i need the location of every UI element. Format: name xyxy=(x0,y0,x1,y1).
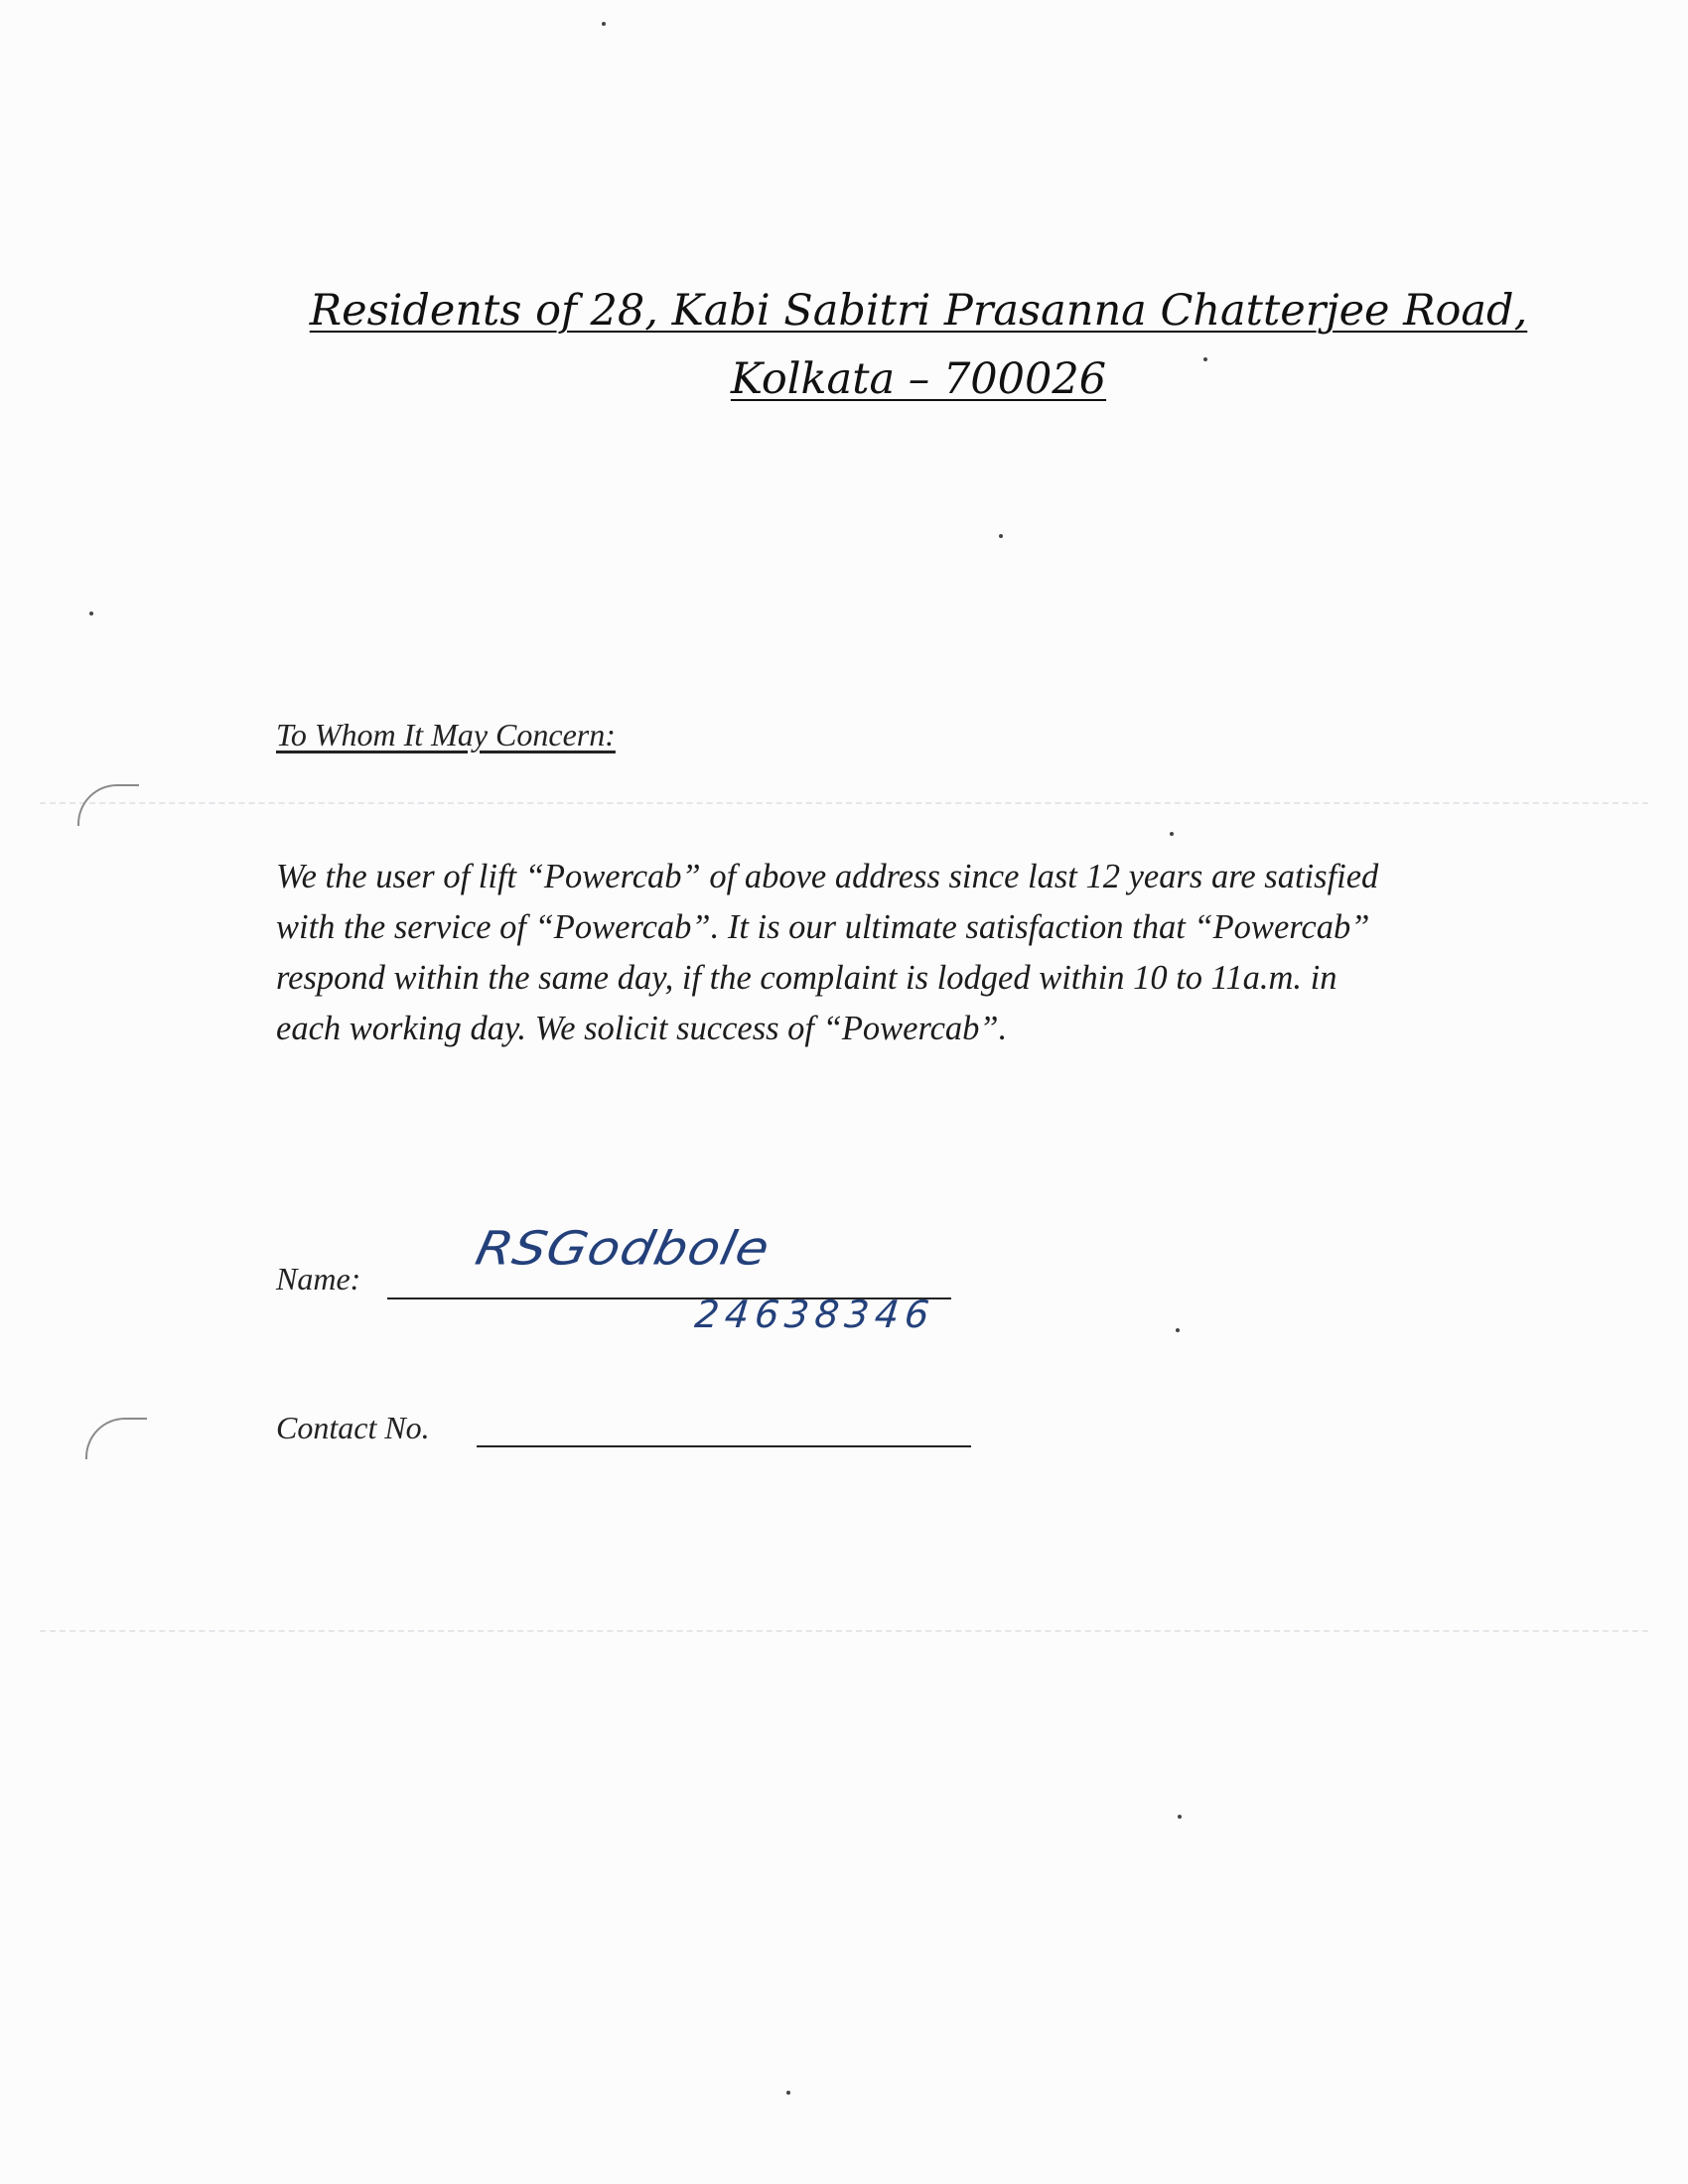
scan-speck xyxy=(1178,1815,1182,1819)
letterhead-address-line-1: Residents of 28, Kabi Sabitri Prasanna Chatterjee Road, xyxy=(309,286,1528,336)
scan-speck xyxy=(89,612,93,615)
scan-speck xyxy=(602,22,606,26)
handwritten-name: RSGodbole xyxy=(471,1222,775,1276)
scan-speck xyxy=(999,534,1003,538)
scan-speck xyxy=(1176,1328,1180,1332)
punch-hole-mark-top xyxy=(77,784,139,826)
letterhead-address-line-2: Kolkata – 700026 xyxy=(730,354,1107,404)
salutation: To Whom It May Concern: xyxy=(276,717,616,752)
letter-body-line: respond within the same day, if the complaint is lodged within 10 to 11a.m. in xyxy=(276,959,1337,997)
punch-hole-mark-bottom xyxy=(85,1418,147,1459)
fold-line-top xyxy=(40,802,1648,804)
handwritten-phone-number: 24638346 xyxy=(692,1293,937,1336)
letter-body-line: with the service of “Powercab”. It is our ultimate satisfaction that “Powercab” xyxy=(276,908,1370,946)
letter-body-line: each working day. We solicit success of “Powercab”. xyxy=(276,1010,1008,1047)
letter-body-line: We the user of lift “Powercab” of above address since last 12 years are satisfied xyxy=(276,858,1379,895)
scan-speck xyxy=(1170,832,1174,836)
contact-underline xyxy=(477,1445,971,1447)
name-label: Name: xyxy=(276,1261,361,1297)
fold-line-bottom xyxy=(40,1630,1648,1632)
scan-speck xyxy=(786,2091,790,2095)
contact-label: Contact No. xyxy=(276,1410,430,1445)
letter-body xyxy=(276,852,1567,1054)
